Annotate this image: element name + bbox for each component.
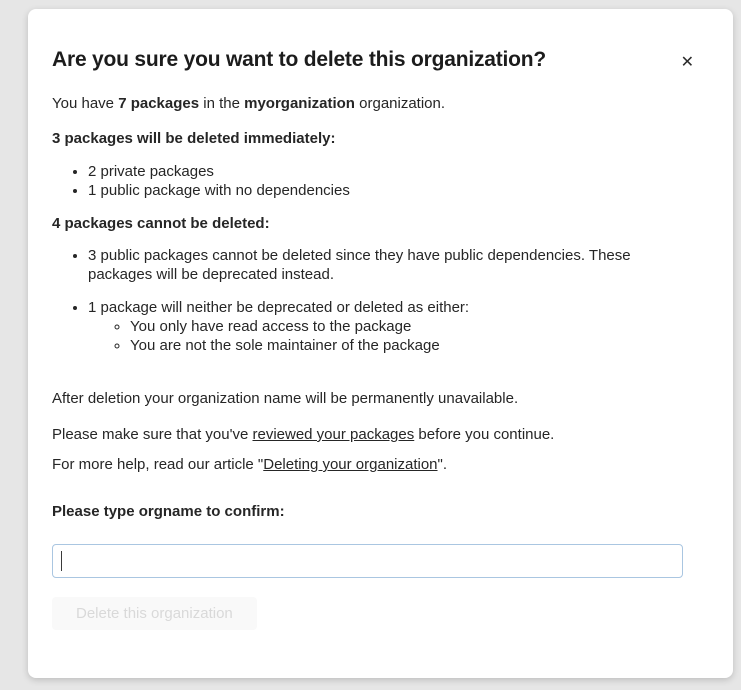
help-paragraph (52, 455, 683, 474)
intro-middle: in the (199, 95, 245, 112)
help-suffix: ". (437, 456, 448, 473)
review-paragraph (52, 425, 683, 444)
text-caret (61, 551, 62, 571)
cannot-delete-heading: 4 packages cannot be deleted: (52, 215, 270, 232)
list-item: • 1 public package with no dependencies (88, 181, 683, 200)
deleted-immediately-list (52, 162, 683, 200)
review-suffix: before you continue. (414, 426, 555, 443)
name-unavailable-note: After deletion your organization name will be permanently unavailable. (52, 390, 519, 407)
intro-suffix: organization. (354, 95, 446, 112)
review-prefix: Please make sure that you've (52, 426, 253, 443)
list-item: • 2 private packages (88, 162, 683, 181)
dialog-content (52, 46, 683, 630)
delete-organization-dialog (28, 9, 733, 678)
list-item: ◦ You only have read access to the package (130, 317, 683, 336)
list-item (88, 298, 683, 355)
package-count: 7 packages (118, 95, 200, 112)
confirm-input-wrap (52, 544, 683, 578)
reviewed-packages-link[interactable]: reviewed your packages (252, 426, 415, 443)
deleted-immediately-heading: 3 packages will be deleted immediately: (52, 130, 336, 147)
deleting-org-article-link[interactable]: Deleting your organization (263, 456, 438, 473)
dialog-title: Are you sure you want to delete this organization? (52, 48, 547, 71)
delete-organization-button[interactable]: Delete this organization (52, 597, 257, 630)
list-item: ◦ You are not the sole maintainer of the package (130, 336, 683, 355)
neither-reasons-sublist (88, 317, 683, 355)
neither-item-text: 1 package will neither be deprecated or deleted as either: (88, 299, 470, 316)
confirm-label: Please type orgname to confirm: (52, 503, 285, 520)
intro-prefix: You have (52, 95, 119, 112)
help-prefix: For more help, read our article " (52, 456, 264, 473)
cannot-delete-list (52, 246, 683, 355)
intro-paragraph (52, 94, 683, 113)
close-icon[interactable]: ✕ (680, 52, 694, 71)
orgname-confirm-input[interactable] (52, 544, 683, 578)
list-item: • 3 public packages cannot be deleted since they have public dependencies. These packages will be deprecated instead. (88, 246, 683, 284)
org-name: myorganization (244, 95, 355, 112)
